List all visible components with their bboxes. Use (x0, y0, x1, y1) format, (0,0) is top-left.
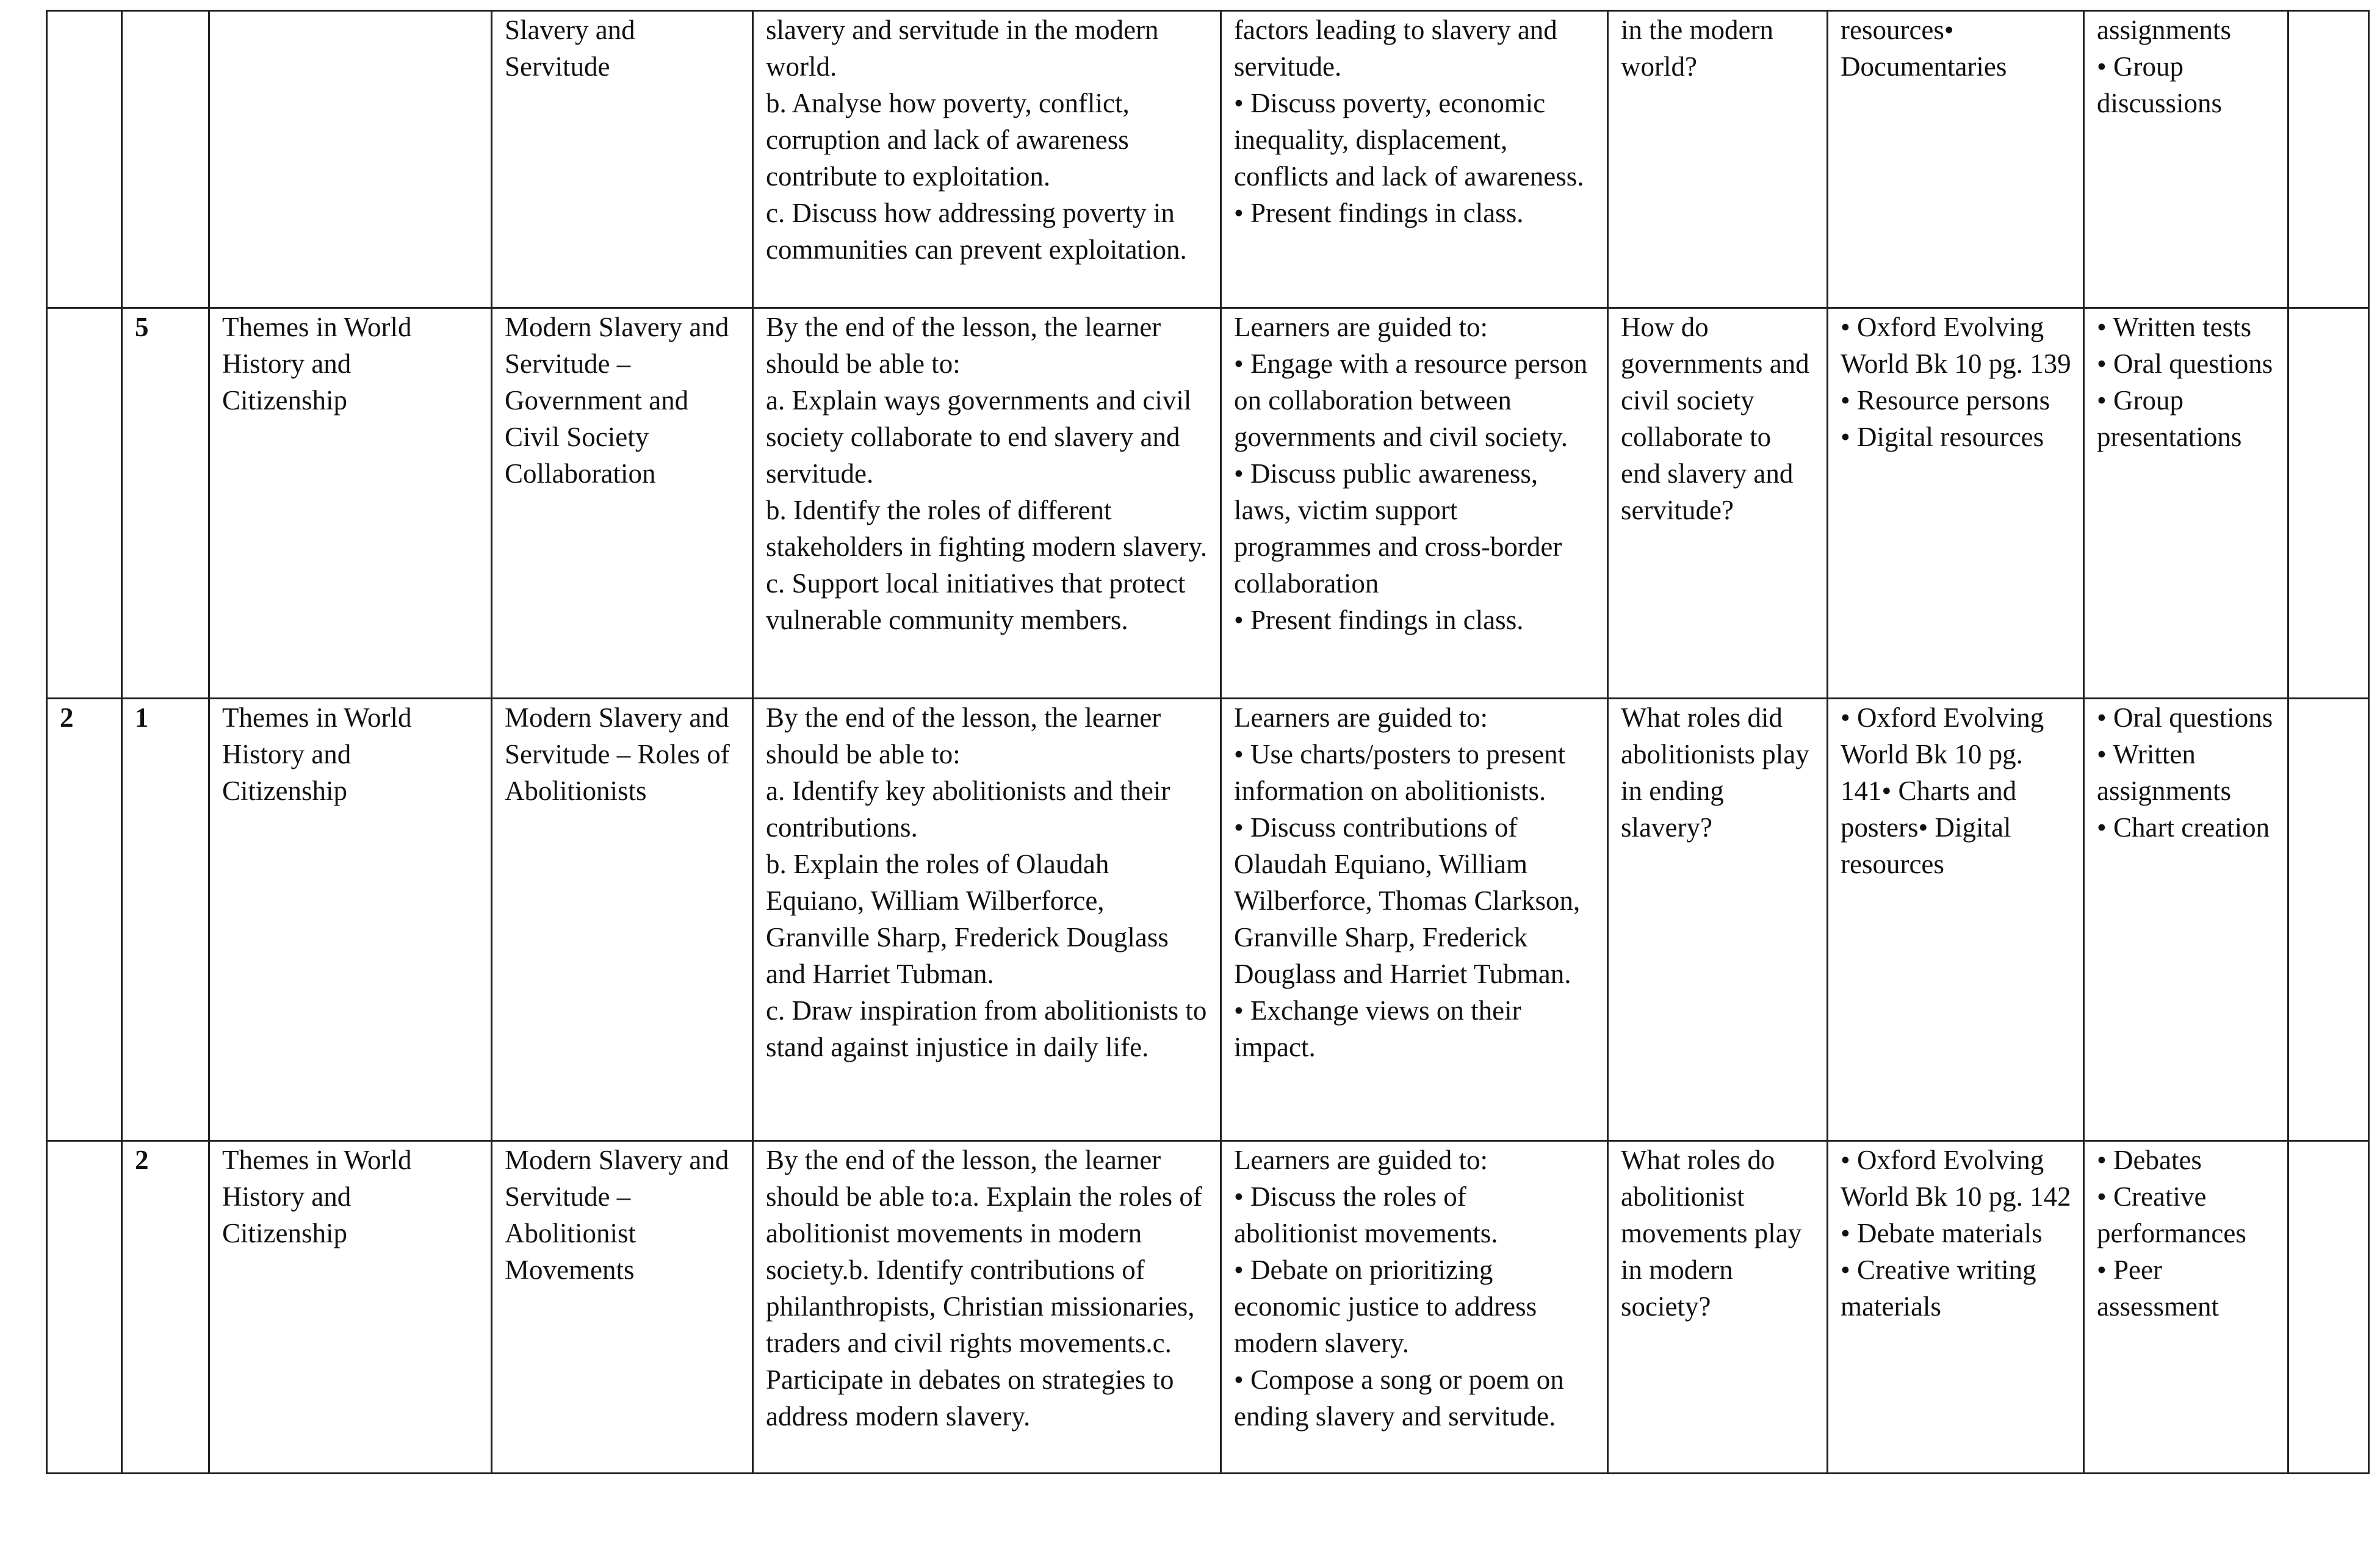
lesson-cell: 5 (122, 308, 209, 699)
learning-outcomes-cell (753, 308, 1221, 699)
key-inquiry-question-cell: What roles do abolitionist movements play in modern society? (1608, 1141, 1828, 1474)
cell-line: b. Explain the roles of Olaudah Equiano, William Wilberforce, Granville Sharp, Frederick Douglass and Harriet Tubman. (766, 849, 1169, 989)
cell-line: • Oxford Evolving World Bk 10 pg. 139 (1841, 312, 2071, 379)
cell-line: • Resource persons (1841, 385, 2050, 416)
cell-line: • Debates (2097, 1145, 2202, 1175)
cell-line: c. Discuss how addressing poverty in communities can prevent exploitation. (766, 198, 1187, 265)
remarks-cell (2288, 308, 2369, 699)
table-row (47, 699, 2369, 1141)
cell-line: • Oral questions (2097, 702, 2273, 733)
cell-line: • Present findings in class. (1234, 198, 1524, 228)
cell-line: • Group presentations (2097, 385, 2242, 452)
week-cell (47, 11, 122, 308)
cell-line: • Exchange views on their impact. (1234, 995, 1521, 1062)
key-inquiry-question-cell: in the modern world? (1608, 11, 1828, 308)
sub-strand-cell: Modern Slavery and Servitude – Government and Civil Society Collaboration (492, 308, 753, 699)
strand-cell: Themes in World History and Citizenship (209, 308, 492, 699)
cell-line: • Compose a song or poem on ending slavery and servitude. (1234, 1364, 1564, 1432)
lesson-cell (122, 11, 209, 308)
sub-strand-cell: Modern Slavery and Servitude – Abolitionist Movements (492, 1141, 753, 1474)
learning-outcomes-cell (753, 699, 1221, 1141)
cell-line: • Written tests (2097, 312, 2252, 342)
strand-cell: Themes in World History and Citizenship (209, 699, 492, 1141)
strand-cell: Themes in World History and Citizenship (209, 1141, 492, 1474)
assessment-cell (2084, 1141, 2288, 1474)
cell-line: • Present findings in class. (1234, 605, 1524, 635)
table-row (47, 308, 2369, 699)
cell-line: By the end of the lesson, the learner should be able to:a. Explain the roles of abolitionist movements in modern society.b. Identify contributions of philanthropists, Christian missionaries, traders and civil rights movements.c. Participate in debates on strategies to address modern slavery. (766, 1145, 1202, 1432)
cell-line: • Debate materials (1841, 1218, 2043, 1248)
key-inquiry-question-cell: How do governments and civil society collaborate to end slavery and servitude? (1608, 308, 1828, 699)
cell-line: • Use charts/posters to present information on abolitionists. (1234, 739, 1566, 806)
table-body (47, 11, 2369, 1474)
learning-resources-cell (1828, 308, 2084, 699)
table-row (47, 1141, 2369, 1474)
cell-line: a. Explain ways governments and civil society collaborate to end slavery and servitude. (766, 385, 1192, 489)
cell-line: • Peer assessment (2097, 1255, 2219, 1322)
learning-resources-cell (1828, 11, 2084, 308)
learning-resources-cell (1828, 1141, 2084, 1474)
learning-experiences-cell (1221, 699, 1608, 1141)
cell-line: • Discuss contributions of Olaudah Equiano, William Wilberforce, Thomas Clarkson, Granville Sharp, Frederick Douglass and Harriet Tubman. (1234, 812, 1581, 989)
cell-line: • Oxford Evolving World Bk 10 pg. 141• Charts and posters• Digital resources (1841, 702, 2044, 879)
cell-line: • Creative writing materials (1841, 1255, 2036, 1322)
assessment-cell (2084, 699, 2288, 1141)
key-inquiry-question-cell: What roles did abolitionists play in ending slavery? (1608, 699, 1828, 1141)
cell-line: • Discuss the roles of abolitionist movements. (1234, 1181, 1498, 1248)
cell-line: b. Identify the roles of different stakeholders in fighting modern slavery. (766, 495, 1208, 562)
week-cell: 2 (47, 699, 122, 1141)
cell-line: • Creative performances (2097, 1181, 2246, 1248)
cell-line: factors leading to slavery and servitude. (1234, 15, 1557, 82)
learning-experiences-cell (1221, 1141, 1608, 1474)
cell-line: Learners are guided to: (1234, 312, 1488, 342)
week-cell (47, 1141, 122, 1474)
cell-line: resources• Documentaries (1841, 15, 2007, 82)
remarks-cell (2288, 1141, 2369, 1474)
cell-line: • Digital resources (1841, 422, 2044, 452)
cell-line: • Discuss poverty, economic inequality, displacement, conflicts and lack of awareness. (1234, 88, 1584, 192)
cell-line: • Oral questions (2097, 348, 2273, 379)
week-cell (47, 308, 122, 699)
cell-line: b. Analyse how poverty, conflict, corruption and lack of awareness contribute to exploitation. (766, 88, 1130, 192)
cell-line: a. Identify key abolitionists and their contributions. (766, 776, 1170, 843)
learning-outcomes-cell (753, 1141, 1221, 1474)
cell-line: • Written assignments (2097, 739, 2231, 806)
lesson-cell: 1 (122, 699, 209, 1141)
cell-line: • Group discussions (2097, 51, 2223, 118)
sub-strand-cell: Modern Slavery and Servitude – Roles of Abolitionists (492, 699, 753, 1141)
cell-line: slavery and servitude in the modern world. (766, 15, 1159, 82)
sub-strand-cell: Slavery and Servitude (492, 11, 753, 308)
learning-resources-cell (1828, 699, 2084, 1141)
cell-line: Learners are guided to: (1234, 1145, 1488, 1175)
cell-line: By the end of the lesson, the learner should be able to: (766, 312, 1161, 379)
lesson-cell: 2 (122, 1141, 209, 1474)
cell-line: By the end of the lesson, the learner should be able to: (766, 702, 1161, 769)
learning-experiences-cell (1221, 308, 1608, 699)
cell-line: • Oxford Evolving World Bk 10 pg. 142 (1841, 1145, 2071, 1212)
cell-line: • Discuss public awareness, laws, victim support programmes and cross-border collaboration (1234, 458, 1562, 599)
learning-outcomes-cell (753, 11, 1221, 308)
cell-line: • Chart creation (2097, 812, 2270, 843)
assessment-cell (2084, 308, 2288, 699)
table-row (47, 11, 2369, 308)
assessment-cell (2084, 11, 2288, 308)
strand-cell (209, 11, 492, 308)
remarks-cell (2288, 11, 2369, 308)
cell-line: assignments (2097, 15, 2231, 45)
cell-line: • Debate on prioritizing economic justice to address modern slavery. (1234, 1255, 1537, 1358)
cell-line: c. Draw inspiration from abolitionists to stand against injustice in daily life. (766, 995, 1207, 1062)
remarks-cell (2288, 699, 2369, 1141)
cell-line: Learners are guided to: (1234, 702, 1488, 733)
cell-line: c. Support local initiatives that protect vulnerable community members. (766, 568, 1186, 635)
cell-line: • Engage with a resource person on collaboration between governments and civil society. (1234, 348, 1588, 452)
learning-experiences-cell (1221, 11, 1608, 308)
scheme-of-work-table (46, 10, 2370, 1474)
